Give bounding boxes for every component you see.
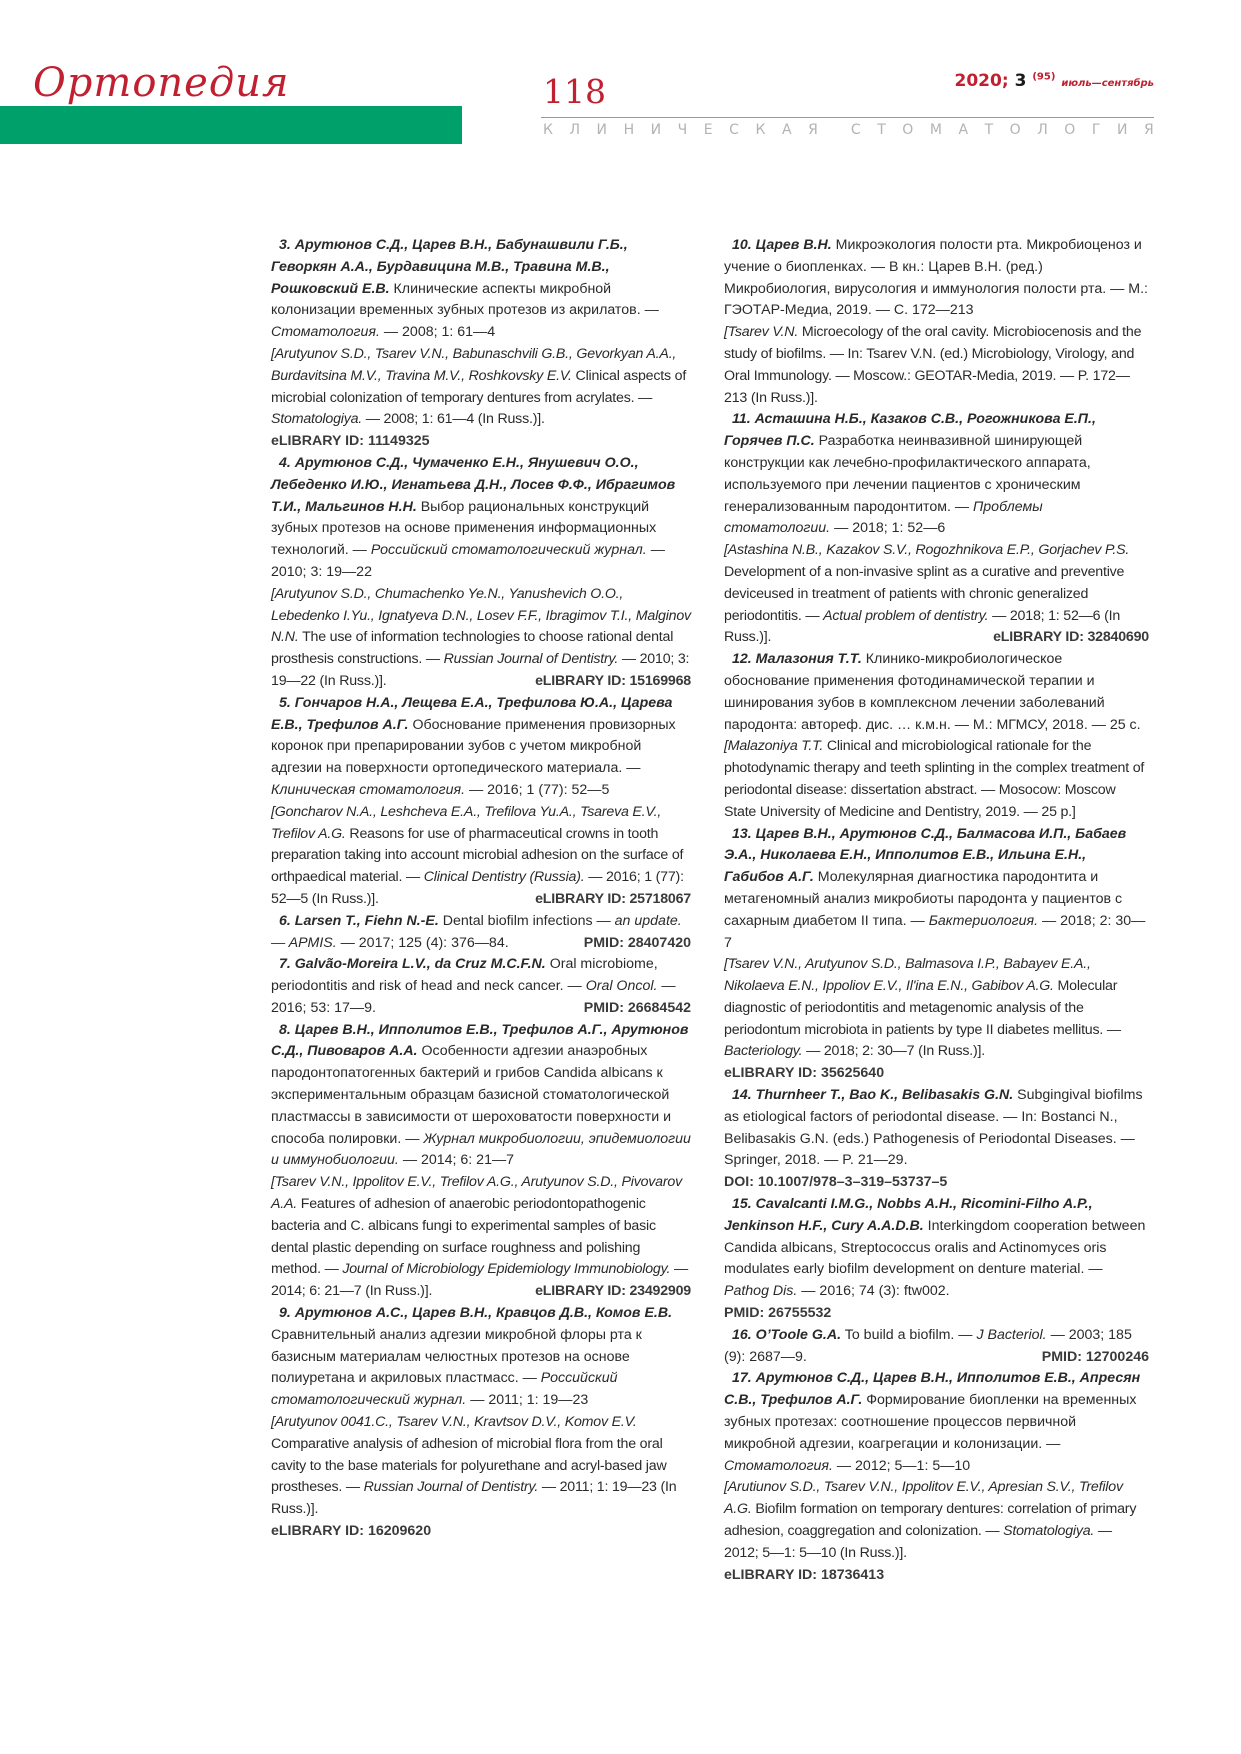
reference-translation: [271, 802, 691, 911]
translation-title: The use of information technologies to choose rational dental prosthesis constructions. —: [271, 629, 674, 668]
reference-tail: — 2012; 5—1: 5—10: [836, 1457, 971, 1474]
journal-letter: А: [781, 122, 792, 138]
reference-tail: — 2018; 1: 52—6: [834, 520, 946, 537]
reference-title: Oral microbiome, periodontitis and risk of head and neck cancer. —: [271, 956, 658, 995]
translation-tail: — 2010; 3: 19—22 (In Russ.)].: [271, 651, 690, 689]
journal-letter: С: [729, 122, 739, 138]
reference-authors: 16. O’Toole G.A.: [732, 1326, 842, 1343]
translation-tail: — 2018; 1: 52—6 (In Russ.)].: [724, 607, 1121, 646]
journal-letter: И: [1116, 122, 1128, 138]
reference-authors: 3. Арутюнов С.Д., Царев В.Н., Бабунашвили Г.Б., Геворкян А.А., Бурдавицина М.В., Травина М.В., Рошковский Е.В.: [271, 237, 628, 297]
reference-title: Формирование биопленки на временных зубных протезах: соотношение процессов первичной микробной адгезии, коагрегации и колонизации. —: [724, 1392, 1137, 1452]
reference-translation: [724, 540, 1149, 649]
journal-letter: О: [1009, 122, 1021, 138]
reference-title: Сравнительный анализ адгезии микробной флоры рта к базисным материалам челюстных протезов на основе полиуретана и акриловых пластмасс. —: [271, 1326, 642, 1387]
reference-id: eLIBRARY ID: 15169968: [535, 672, 691, 689]
reference-id: PMID: 26684542: [583, 999, 691, 1016]
journal-letter: К: [755, 122, 766, 138]
reference-id: PMID: 26755532: [724, 1305, 832, 1322]
translation-source: Journal of Microbiology Epidemiology Immunobiology.: [342, 1261, 671, 1278]
section-logo: Ортопедия: [33, 60, 290, 106]
reference-translation: [271, 584, 691, 693]
reference-title: Interkingdom cooperation between Candida albicans, Streptococcus oralis and Actinomyces oris modulates early biofilm development on denture material. —: [724, 1217, 1146, 1278]
reference-authors: 14. Thurnheer T., Bao K., Belibasakis G.N.: [732, 1087, 1014, 1104]
references-left-column: [271, 235, 691, 1543]
reference-tail: — 2014; 6: 21—7: [402, 1152, 515, 1169]
journal-letter: Л: [1037, 122, 1048, 138]
translation-title: Features of adhesion of anaerobic periodontopathogenic bacteria and C. albicans fungi to experimental samples of basic dental plastic depending on surface roughness and polishing method. —: [271, 1196, 656, 1278]
translation-authors: [Goncharov N.A., Leshcheva E.A., Trefilova Yu.A., Tsareva E.V., Trefilov A.G.: [271, 803, 662, 842]
reference-authors: 10. Царев В.Н.: [732, 237, 832, 253]
reference-authors: 15. Cavalcanti I.M.G., Nobbs A.H., Ricomini-Filho A.P., Jenkinson H.F., Cury A.A.D.B.: [724, 1196, 1093, 1234]
reference-title: Молекулярная диагностика пародонтита и метагеномный анализ микробиоты пародонта у пациентов с сахарным диабетом II типа. —: [724, 869, 1123, 929]
journal-letter: А: [958, 122, 969, 138]
translation-source: Stomatologiya.: [271, 411, 363, 428]
header-rule: [541, 117, 1154, 118]
reference-entry: [724, 409, 1149, 540]
journal-letter: Л: [569, 122, 581, 138]
translation-title: Comparative analysis of adhesion of microbial flora from the oral cavity to the base materials for polyurethane and acryl-based jaw prostheses. —: [271, 1435, 667, 1496]
reference-source: Российский стоматологический журнал.: [370, 542, 647, 559]
reference-source: Oral Oncol.: [585, 978, 658, 995]
issue-months: июль—сентябрь: [1061, 78, 1154, 89]
reference-authors: 5. Гончаров Н.А., Лещева Е.А., Трефилова Ю.А., Царева Е.В., Трефилов А.Г.: [271, 694, 673, 733]
reference-authors: 8. Царев В.Н., Ипполитов Е.В., Трефилов А.Г., Арутюнов С.Д., Пивоваров А.А.: [271, 1021, 689, 1060]
reference-title: Особенности адгезии анаэробных пародонтопатогенных бактерий и грибов Candida albicans к экспериментальным образцам базисной стоматологической пластмассы в зависимости от шероховатости поверхности и способа полировки. —: [271, 1043, 672, 1147]
journal-letter: М: [929, 122, 942, 138]
reference-entry: [271, 235, 691, 344]
translation-source: Clinical Dentistry (Russia).: [423, 869, 585, 886]
reference-entry: [271, 453, 691, 584]
reference-id: eLIBRARY ID: 32840690: [993, 629, 1149, 646]
reference-id: eLIBRARY ID: 23492909: [535, 1283, 691, 1300]
issue-year: 2020;: [954, 71, 1009, 91]
reference-entry: [724, 649, 1149, 736]
reference-title: Микроэкология полости рта. Микробиоценоз и учение о биопленках. — В кн.: Царев В.Н. (ред.) Микробиология, вирусология и иммунология полости рта. — М.: ГЭОТАР-Медиа, 2019. — С. 172—213: [724, 237, 1148, 319]
reference-tail: — 2010; 3: 19—22: [271, 542, 665, 580]
reference-title: Разработка неинвазивной шинирующей конструкции как лечебно-профилактического аппарата, используемого при лечении пациентов с хроническим генерализованным пародонтитом. —: [724, 433, 1091, 515]
journal-letter: И: [596, 122, 608, 138]
reference-id: PMID: 12700246: [1041, 1348, 1149, 1365]
reference-translation: [271, 1412, 691, 1521]
translation-authors: [Tsarev V.N.: [724, 324, 799, 341]
reference-entry: [724, 1325, 1149, 1369]
reference-title: Dental biofilm infections —: [442, 912, 611, 929]
reference-entry: [271, 693, 691, 802]
translation-source: Russian Journal of Dentistry.: [363, 1479, 539, 1496]
translation-title: Clinical and microbiological rationale for the photodynamic therapy and teeth splinting in the complex treatment of periodontal disease: dissertation abstract. — Mosocow: Moscow State University of Medicine and Dentistry, 2019. — 25 p.]: [724, 738, 1145, 820]
translation-tail: — 2008; 1: 61—4 (In Russ.)].: [365, 411, 545, 428]
reference-id: DOI: 10.1007/978–3–319–53737–5: [724, 1174, 948, 1191]
translation-title: Development of a non-invasive splint as a curative and preventive deviceused in treatment of patients with chronic generalized periodontitis. —: [724, 563, 1125, 624]
journal-letter: О: [902, 122, 914, 138]
translation-authors: [Tsarev V.N., Arutyunov S.D., Balmasova I.P., Babayev E.A., Nikolaeva E.N., Ippoliov E.V., Il'ina E.N., Gabibov A.G.: [724, 956, 1091, 995]
reference-title: To build a biofilm. —: [844, 1326, 973, 1343]
journal-letter: Т: [984, 122, 994, 138]
reference-tail: — 2016; 53: 17—9.: [271, 978, 676, 1016]
reference-entry: [271, 911, 691, 955]
reference-title: Выбор рациональных конструкций зубных протезов на основе применения информационных технологий. —: [271, 498, 657, 559]
reference-authors: 9. Арутюнов А.С., Царев В.Н., Кравцов Д.В., Комов Е.В.: [279, 1305, 673, 1322]
issue-number: 3: [1014, 71, 1027, 91]
translation-authors: [Astashina N.B., Kazakov S.V., Rogozhnikova E.P., Gorjachev P.S.: [724, 542, 1130, 559]
reference-authors: 6. Larsen T., Fiehn N.-E.: [279, 912, 439, 929]
translation-authors: [Arutyunov S.D., Tsarev V.N., Babunaschvili G.B., Gevorkyan A.A., Burdavitsina M.V., Travina M.V., Roshkovsky E.V.: [271, 345, 677, 384]
journal-letter: О: [1064, 122, 1076, 138]
reference-translation: [724, 1477, 1149, 1564]
journal-letter: Е: [703, 122, 713, 138]
translation-authors: [Arutyunov 0041.C., Tsarev V.N., Kravtsov D.V., Komov E.V.: [271, 1414, 637, 1431]
translation-authors: [Tsarev V.N., Ippolitov E.V., Trefilov A.G., Arutyunov S.D., Pivovarov A.A.: [271, 1174, 682, 1213]
translation-tail: — 2016; 1 (77): 52—5 (In Russ.)].: [271, 869, 684, 907]
journal-letter: Г: [1091, 122, 1101, 138]
reference-id: eLIBRARY ID: 11149325: [271, 433, 430, 450]
reference-translation: [724, 736, 1149, 823]
reference-tail: — 2018; 2: 30—7: [724, 912, 1146, 951]
reference-authors: 13. Царев В.Н., Арутюнов С.Д., Балмасова И.П., Бабаев Э.А., Николаева Е.Н., Ипполитов Е.В., Ильина Е.Н., Габибов А.Г.: [724, 825, 1127, 886]
translation-title: Microecology of the oral cavity. Microbiocenosis and the study of biofilms. — In: Tsarev V.N. (ed.) Microbiology, Virology, and Oral Immunology. — Moscow.: GEOTAR-Media, 2019. — P. 172—213 (In Russ.)].: [724, 324, 1142, 406]
section-color-bar: [0, 106, 462, 144]
reference-entry: [724, 235, 1149, 322]
translation-source: Bacteriology.: [724, 1043, 803, 1060]
translation-source: Russian Journal of Dentistry.: [443, 651, 619, 668]
journal-letter: Т: [877, 122, 886, 138]
reference-authors: 17. Арутюнов С.Д., Царев В.Н., Ипполитов Е.В., Апресян С.В., Трефилов А.Г.: [724, 1370, 1141, 1409]
reference-tail: — 2008; 1: 61—4: [383, 324, 496, 341]
reference-source: Бактериология.: [928, 912, 1039, 929]
reference-source: Проблемы стоматологии.: [724, 498, 1043, 537]
reference-title: Обоснование применения провизорных коронок при препарировании зубов с учетом микробной адгезии на поверхности ортопедического материала. —: [271, 716, 676, 777]
journal-letter: И: [650, 122, 662, 138]
translation-source: Stomatologiya.: [1003, 1523, 1095, 1540]
translation-authors: [Arutyunov S.D., Chumachenko Ye.N., Yanushevich O.O., Lebedenko I.Yu., Ignatyeva D.N., Losev F.F., Ibragimov T.I., Malginov N.N.: [271, 585, 691, 646]
journal-letter: Н: [623, 122, 635, 138]
reference-tail: — 2017; 125 (4): 376—84.: [340, 934, 509, 951]
issue-sup: (95): [1032, 71, 1056, 83]
reference-entry: [724, 824, 1149, 955]
translation-source: Actual problem of dentistry.: [823, 607, 989, 624]
reference-title: Subgingival biofilms as etiological factors of periodontal disease. — In: Bostanci N., Belibasakis G.N. (eds.) Pathogenesis of Periodontal Diseases. — Springer, 2018. — P. 21—29.: [724, 1087, 1143, 1169]
translation-title: Molecular diagnostic of periodontitis and metagenomic analysis of the periodontum microbiota in patients by type II diabetes mellitus. —: [724, 978, 1121, 1038]
reference-source: Pathog Dis.: [724, 1283, 798, 1300]
reference-source: Журнал микробиологии, эпидемиологии и иммунобиологии.: [271, 1130, 691, 1169]
reference-id: eLIBRARY ID: 35625640: [724, 1065, 885, 1082]
translation-tail: — 2014; 6: 21—7 (In Russ.)].: [271, 1261, 688, 1300]
journal-name: [543, 122, 1154, 138]
reference-source: Стоматология.: [724, 1457, 833, 1474]
reference-authors: 4. Арутюнов С.Д., Чумаченко Е.Н., Янушевич О.О., Лебеденко И.Ю., Игнатьева Д.Н., Лосев Ф.Ф., Ибрагимов Т.И., Мальгинов Н.Н.: [271, 454, 676, 515]
reference-title: Клинические аспекты микробной колонизации временных зубных протезов из акрилатов. —: [271, 280, 659, 319]
reference-translation: [271, 1172, 691, 1303]
reference-source: J Bacteriol.: [976, 1326, 1047, 1343]
reference-tail: — 2011; 1: 19—23: [470, 1392, 589, 1409]
reference-source: Российский стоматологический журнал.: [271, 1370, 618, 1409]
translation-tail: — 2011; 1: 19—23 (In Russ.)].: [271, 1479, 677, 1518]
reference-authors: 11. Асташина Н.Б., Казаков С.В., Рогожникова Е.П., Горячев П.С.: [724, 411, 1096, 450]
translation-tail: — 2018; 2: 30—7 (In Russ.)].: [806, 1043, 986, 1060]
reference-entry: [271, 1020, 691, 1173]
reference-entry: [724, 1085, 1149, 1172]
translation-tail: — 2012; 5—1: 5—10 (In Russ.)].: [724, 1523, 1112, 1561]
reference-source: Клиническая стоматология.: [271, 781, 466, 798]
reference-entry: [724, 1368, 1149, 1477]
reference-title: Клинико-микробиологическое обоснование применения фотодинамической терапии и шинирования зубов в комплексном лечении заболеваний пародонта: автореф. дис. … к.м.н. — М.: МГМСУ, 2018. — 25 с.: [724, 651, 1141, 733]
translation-authors: [Malazoniya T.T.: [724, 738, 824, 755]
translation-title: Clinical aspects of microbial colonization of temporary dentures from acrylates. —: [271, 367, 687, 406]
reference-id: PMID: 28407420: [583, 934, 691, 951]
translation-authors: [Arutiunov S.D., Tsarev V.N., Ippolitov E.V., Apresian S.V., Trefilov A.G.: [724, 1479, 1123, 1518]
journal-letter: Ч: [677, 122, 688, 138]
reference-tail: — 2016; 74 (3): ftw002.: [801, 1283, 950, 1300]
reference-translation: [724, 322, 1149, 409]
reference-id: eLIBRARY ID: 16209620: [271, 1523, 432, 1540]
reference-id: eLIBRARY ID: 25718067: [535, 890, 691, 907]
page-number: 118: [543, 72, 606, 111]
journal-letter: К: [543, 122, 553, 138]
reference-translation: [271, 344, 691, 431]
journal-letter: Я: [1143, 122, 1154, 138]
reference-authors: 7. Galvão-Moreira L.V., da Cruz M.C.F.N.: [279, 956, 546, 973]
references-right-column: [724, 235, 1149, 1586]
reference-translation: [724, 954, 1149, 1063]
translation-title: Biofilm formation on temporary dentures: correlation of primary adhesion, coaggregation and colonization. —: [724, 1501, 1137, 1540]
reference-tail: — 2003; 185 (9): 2687—9.: [724, 1326, 1132, 1365]
reference-entry: [724, 1194, 1149, 1303]
reference-entry: [271, 954, 691, 1019]
reference-authors: 12. Малазония Т.Т.: [732, 651, 862, 668]
reference-source: an update. — APMIS.: [271, 912, 682, 951]
journal-letter: С: [850, 122, 861, 138]
journal-letter: Я: [808, 122, 818, 138]
reference-tail: — 2016; 1 (77): 52—5: [468, 781, 610, 798]
reference-id: eLIBRARY ID: 18736413: [724, 1566, 885, 1583]
reference-entry: [271, 1303, 691, 1412]
issue-info: [955, 71, 1154, 91]
translation-title: Reasons for use of pharmaceutical crowns in tooth preparation taking into account microbial adhesion on the surface of orthpaedical material. —: [271, 825, 684, 886]
reference-source: Стоматология.: [271, 324, 380, 341]
